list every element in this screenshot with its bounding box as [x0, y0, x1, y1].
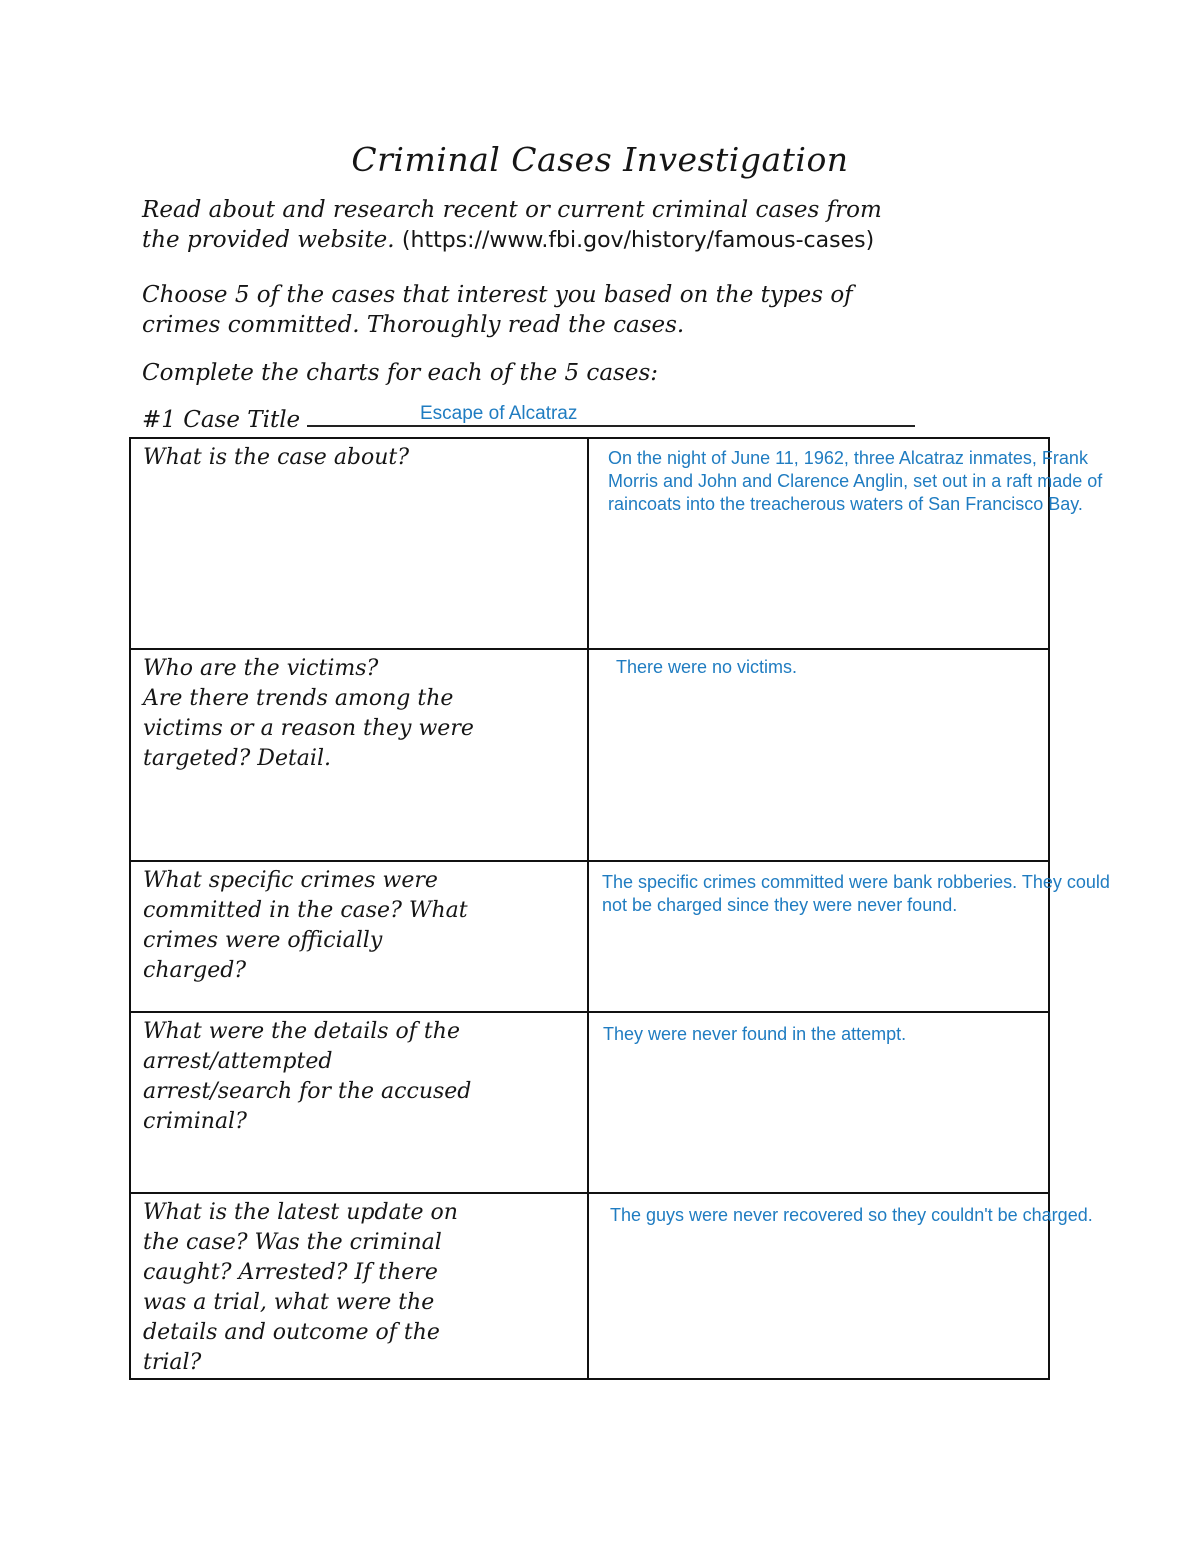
choose-paragraph: [142, 280, 1042, 340]
answer-text: [602, 871, 1110, 917]
answer-text: [610, 1204, 1093, 1227]
answer-cell[interactable]: [588, 438, 1103, 649]
answer-line: Morris and John and Clarence Anglin, set out in a raft made of: [608, 471, 1103, 491]
question-line: the case? Was the criminal: [143, 1230, 442, 1255]
question-line: was a trial, what were the: [143, 1290, 435, 1315]
answer-cell[interactable]: [588, 861, 1110, 1012]
case-title-value[interactable]: Escape of Alcatraz: [420, 403, 578, 424]
answer-cell[interactable]: [588, 1012, 1049, 1193]
answer-line: There were no victims.: [616, 657, 798, 677]
question-cell: [130, 438, 588, 649]
question-cell: [130, 861, 588, 1012]
question-line: targeted? Detail.: [143, 746, 331, 771]
chart-row: [130, 861, 1049, 1012]
question-cell: [130, 1193, 588, 1379]
page-title: Criminal Cases Investigation: [351, 140, 849, 179]
choose-line-1: Choose 5 of the cases that interest you based on the types of: [142, 282, 853, 308]
question-line: What is the latest update on: [143, 1200, 458, 1225]
question-line: What specific crimes were: [143, 868, 438, 893]
question-line: What were the details of the: [143, 1019, 460, 1044]
answer-line: They were never found in the attempt.: [603, 1024, 907, 1044]
intro-paragraph: [142, 195, 1042, 256]
question-line: arrest/attempted: [143, 1049, 333, 1074]
question-line: arrest/search for the accused: [143, 1079, 472, 1104]
question-cell: [130, 649, 588, 861]
question-line: caught? Arrested? If there: [143, 1260, 438, 1285]
question-line: victims or a reason they were: [143, 716, 474, 741]
chart-row: [130, 649, 1049, 861]
intro-line-2-text: the provided website.: [142, 227, 395, 253]
question-line: trial?: [143, 1350, 202, 1375]
question-line: charged?: [143, 958, 247, 983]
answer-line: The guys were never recovered so they couldn't be charged.: [610, 1205, 1093, 1225]
answer-line: The specific crimes committed were bank robberies. They could: [602, 872, 1110, 892]
question-line: Who are the victims?: [143, 656, 379, 681]
question-line: What is the case about?: [143, 445, 410, 470]
answer-cell[interactable]: [588, 649, 1049, 861]
answer-text: [608, 447, 1102, 516]
answer-cell[interactable]: [588, 1193, 1093, 1379]
case-chart: [129, 437, 1110, 1380]
chart-row: [130, 1193, 1049, 1379]
answer-line: not be charged since they were never found.: [602, 895, 958, 915]
question-line: committed in the case? What: [143, 898, 468, 923]
answer-line: raincoats into the treacherous waters of San Francisco Bay.: [608, 494, 1083, 514]
question-line: details and outcome of the: [143, 1320, 440, 1345]
question-line: criminal?: [143, 1109, 247, 1134]
website-url: (https://www.fbi.gov/history/famous-cases): [401, 228, 875, 253]
intro-line-1: Read about and research recent or current criminal cases from: [142, 197, 882, 223]
answer-text: [616, 656, 797, 679]
question-line: Are there trends among the: [143, 686, 454, 711]
chart-row: [130, 438, 1049, 649]
chart-row: [130, 1012, 1049, 1193]
choose-line-2: crimes committed. Thoroughly read the cases.: [142, 312, 685, 338]
answer-line: On the night of June 11, 1962, three Alcatraz inmates, Frank: [608, 448, 1088, 468]
question-line: crimes were officially: [143, 928, 383, 953]
question-cell: [130, 1012, 588, 1193]
case-title-underline: [307, 407, 915, 427]
case-title-label: #1 Case Title: [142, 407, 301, 433]
answer-text: [603, 1023, 906, 1046]
intro-line-2: [142, 225, 1042, 256]
complete-instruction: Complete the charts for each of the 5 cases:: [142, 360, 658, 386]
